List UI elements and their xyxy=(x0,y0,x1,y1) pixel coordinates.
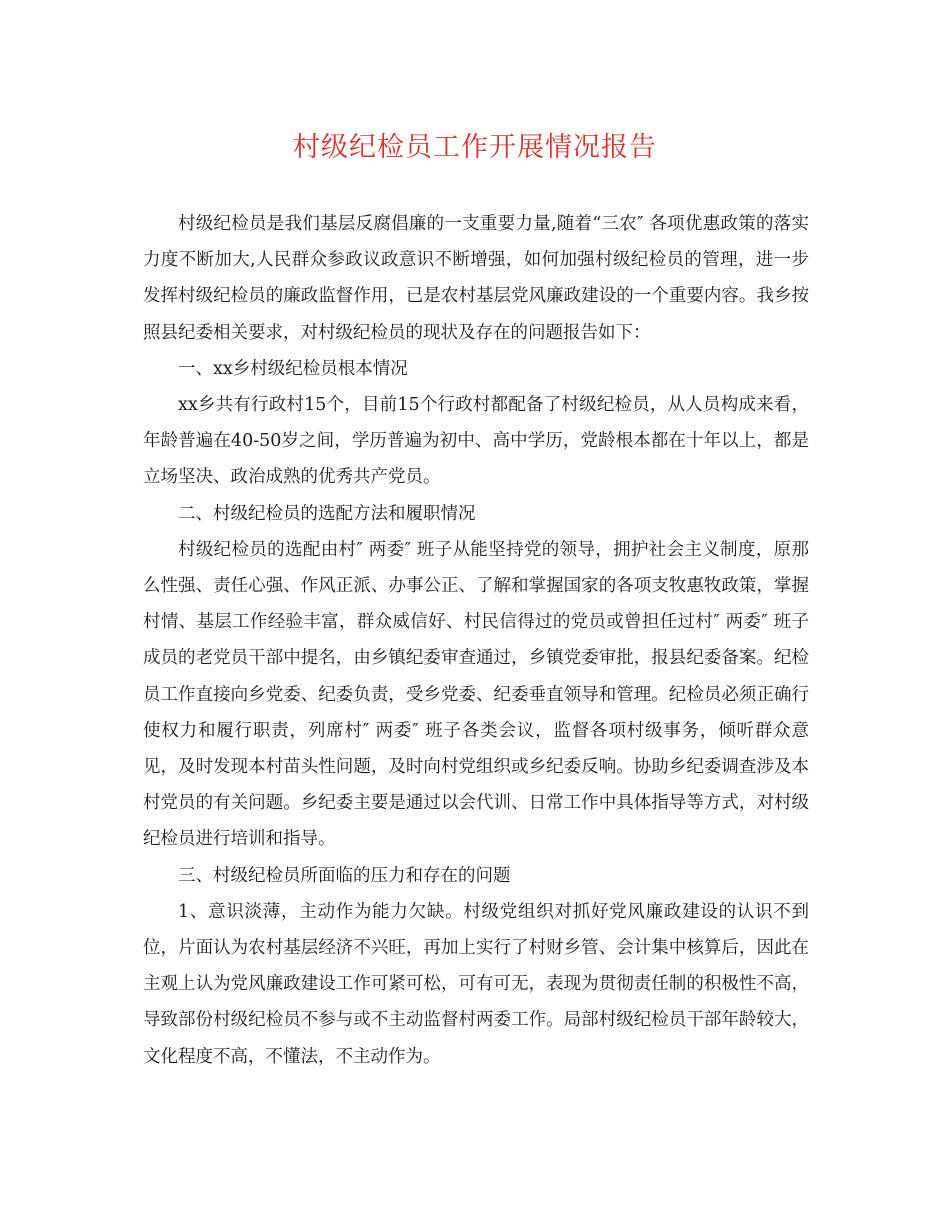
section-heading-3: 三、村级纪检员所面临的压力和存在的问题 xyxy=(178,865,511,886)
paragraph-selection-duties: 村级纪检员的选配由村″ 两委″ 班子从能坚持党的领导，拥护社会主义制度，原那么性强、责任心强、作风正派、办事公正、了解和掌握国家的各项支牧惠牧政策，掌握村情、基层工作经验丰富，群众威信好、村民信得过的党员或曾担任过村″ 两委″ 班子成员的老党员干部中提名，由乡镇纪委审查通过，乡镇党委审批，报县纪委备案。纪检员工作直接向乡党委、纪委负责，受乡党委、纪委垂直领导和管理。纪检员必须正确行使权力和履行职责，列席村″ 两委″ 班子各类会议，监督各项村级事务，倾听群众意见，及时发现本村苗头性问题，及时向村党组织或乡纪委反响。协助乡纪委调查涉及本村党员的有关问题。乡纪委主要是通过以会代训、日常工作中具体指导等方式，对村级纪检员进行培训和指导。 xyxy=(143,539,809,850)
paragraph-problem-1: 1、意识淡薄，主动作为能力欠缺。村级党组织对抓好党风廉政建设的认识不到位，片面认为农村基层经济不兴旺，再加上实行了村财乡管、会计集中核算后，因此在主观上认为党风廉政建设工作可紧可松，可有可无，表现为贯彻责任制的积极性不高，导致部份村级纪检员不参与或不主动监督村两委工作。局部村级纪检员干部年龄较大，文化程度不高，不懂法，不主动作为。 xyxy=(143,901,809,1067)
document-title: 村级纪检员工作开展情况报告 xyxy=(293,132,657,163)
paragraph-intro: 村级纪检员是我们基层反腐倡廉的一支重要力量,随着“三农″ 各项优惠政策的落实力度不断加大,人民群众参政议政意识不断增强，如何加强村级纪检员的管理，进一步发挥村级纪检员的廉政监督作用，已是农村基层党风廉政建设的一个重要内容。我乡按照县纪委相关要求，对村级纪检员的现状及存在的问题报告如下： xyxy=(143,214,809,343)
paragraph-basic-situation: xx乡共有行政村15个，目前15个行政村都配备了村级纪检员，从人员构成来看，年龄普遍在40-50岁之间，学历普遍为初中、高中学历，党龄根本都在十年以上，都是立场坚决、政治成熟的优秀共产党员。 xyxy=(143,395,809,488)
section-heading-1: 一、xx乡村级纪检员根本情况 xyxy=(178,358,408,379)
document-body xyxy=(143,206,809,1075)
section-heading-2: 二、村级纪检员的选配方法和履职情况 xyxy=(178,503,476,524)
